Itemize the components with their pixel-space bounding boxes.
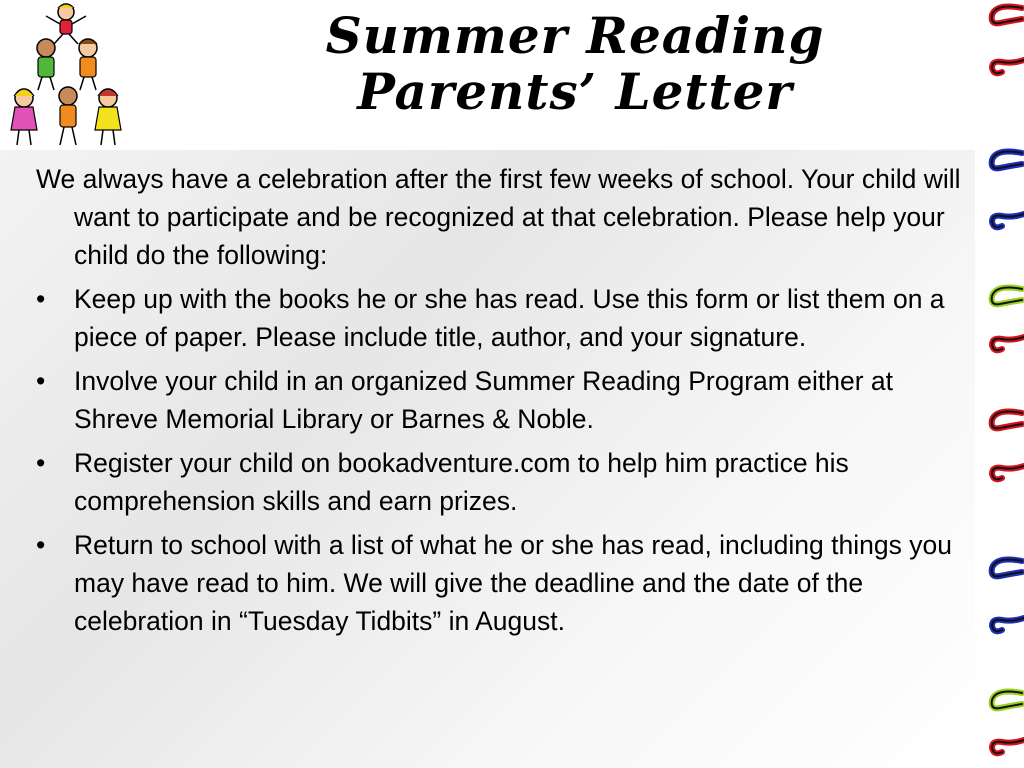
kids-pyramid-clipart [2, 0, 127, 150]
slide-title [235, 8, 915, 120]
bullet-marker: • [36, 366, 46, 396]
list-item [36, 362, 971, 438]
bullet-text: Involve your child in an organized Summer Reading Program either at Shreve Memorial Library or Barnes & Noble. [74, 366, 893, 434]
slide-body [36, 160, 971, 646]
intro-paragraph: We always have a celebration after the first few weeks of school. Your child will want to participate and be recognized at that celebration. Please help your child do the following: [36, 164, 961, 270]
title-line-2: Parents’ Letter [357, 62, 793, 121]
bullet-text: Return to school with a list of what he or she has read, including things you may have read to him. We will give the deadline and the date of the celebration in “Tuesday Tidbits” in August. [74, 530, 952, 636]
bullet-list [36, 280, 971, 640]
curly-ribbon-border [974, 0, 1024, 768]
bullet-marker: • [36, 284, 46, 314]
list-item [36, 280, 971, 356]
bullet-text: Keep up with the books he or she has read. Use this form or list them on a piece of paper. Please include title, author, and your signature. [74, 284, 945, 352]
title-line-1: Summer Reading [325, 6, 825, 65]
bullet-marker: • [36, 530, 46, 560]
list-item [36, 444, 971, 520]
list-item [36, 526, 971, 640]
bullet-text: Register your child on bookadventure.com to help him practice his comprehension skills and earn prizes. [74, 448, 849, 516]
bullet-marker: • [36, 448, 46, 478]
